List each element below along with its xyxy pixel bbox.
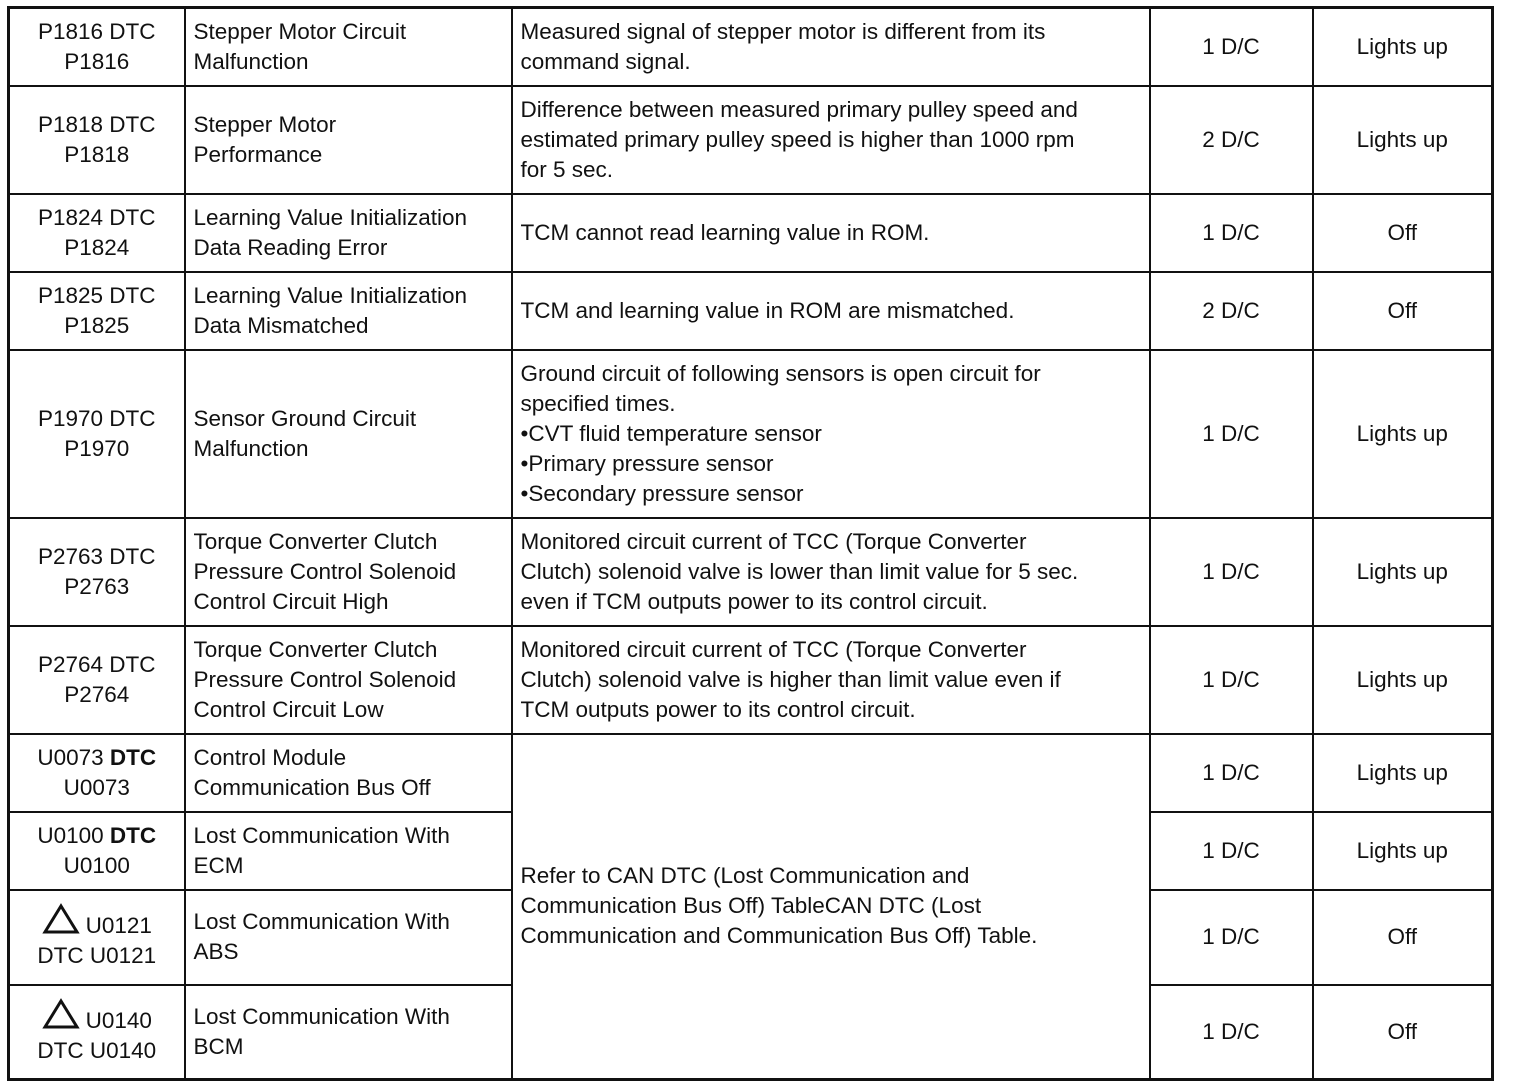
trip-cell: 1 D/C	[1150, 812, 1313, 890]
dtc-description-line: ABS	[193, 939, 239, 964]
detection-condition-cell	[512, 626, 1150, 734]
detection-condition-cell	[512, 194, 1150, 272]
dtc-description-line: Stepper Motor	[193, 111, 337, 137]
dtc-description-line: Pressure Control Solenoid	[193, 558, 457, 584]
dtc-description-line: ECM	[193, 852, 244, 878]
detection-condition-cell	[512, 350, 1150, 518]
dtc-code-short: P1818	[64, 141, 130, 167]
condition-line: Ground circuit of following sensors is open circuit for	[520, 360, 1041, 386]
dtc-code-short: P1825	[64, 312, 130, 338]
dtc-code: P1970 DTC	[37, 405, 156, 431]
trip-cell: 1 D/C	[1150, 350, 1313, 518]
dtc-code: P2763 DTC	[37, 543, 156, 569]
condition-line: TCM outputs power to its control circuit.	[520, 696, 916, 722]
dtc-code: U0140	[85, 1007, 152, 1033]
dtc-code-short: DTC U0121	[37, 943, 157, 968]
trip-cell: 2 D/C	[1150, 86, 1313, 194]
condition-line: for 5 sec.	[520, 156, 614, 182]
trip-cell: 1 D/C	[1150, 518, 1313, 626]
dtc-description-line: Data Mismatched	[193, 312, 369, 338]
condition-line: Clutch) solenoid valve is lower than limit value for 5 sec.	[520, 558, 1079, 584]
mil-status-cell: Lights up	[1313, 86, 1493, 194]
dtc-description-line: Pressure Control Solenoid	[193, 666, 457, 692]
dtc-label: DTC	[109, 822, 157, 848]
dtc-code-cell	[9, 518, 185, 626]
table-row	[9, 272, 1493, 350]
mil-status-cell: Lights up	[1313, 626, 1493, 734]
mil-status-cell: Lights up	[1313, 812, 1493, 890]
trip-cell: 1 D/C	[1150, 8, 1313, 86]
condition-line: Monitored circuit current of TCC (Torque Converter	[520, 528, 1027, 554]
condition-line: Communication and Communication Bus Off) Table.	[520, 923, 1038, 949]
dtc-description-line: Lost Communication With	[193, 822, 450, 848]
dtc-code-cell	[9, 86, 185, 194]
dtc-description-cell	[185, 985, 512, 1080]
condition-line: TCM and learning value in ROM are mismatched.	[520, 297, 1015, 323]
dtc-code-cell	[9, 734, 185, 812]
dtc-description-cell	[185, 350, 512, 518]
dtc-code: P2764 DTC	[37, 651, 156, 677]
dtc-code-cell	[9, 8, 185, 86]
trip-cell: 2 D/C	[1150, 272, 1313, 350]
warning-triangle-icon	[42, 903, 80, 935]
condition-line: Monitored circuit current of TCC (Torque Converter	[520, 636, 1027, 662]
dtc-code-cell	[9, 272, 185, 350]
table-row	[9, 626, 1493, 734]
mil-status-cell: Off	[1313, 194, 1493, 272]
dtc-code-cell	[9, 890, 185, 985]
dtc-code-short: U0100	[63, 852, 130, 878]
condition-line: even if TCM outputs power to its control circuit.	[520, 588, 988, 614]
dtc-code: P1816 DTC	[37, 18, 156, 44]
dtc-description-cell	[185, 86, 512, 194]
table-row	[9, 194, 1493, 272]
dtc-code-short: P1970	[64, 435, 130, 461]
dtc-code: P1818 DTC	[37, 111, 156, 137]
dtc-code-cell	[9, 985, 185, 1080]
trip-cell: 1 D/C	[1150, 985, 1313, 1080]
dtc-description-cell	[185, 734, 512, 812]
dtc-description-line: Lost Communication With	[193, 1003, 450, 1029]
dtc-code-short: P1824	[64, 234, 130, 260]
dtc-description-line: Control Module	[193, 744, 347, 770]
shared-condition-cell	[512, 734, 1150, 1080]
dtc-code-short: DTC U0140	[37, 1037, 157, 1063]
dtc-label: DTC	[109, 744, 157, 770]
dtc-description-line: Malfunction	[193, 48, 309, 74]
dtc-description-line: Lost Communication With	[193, 909, 450, 934]
dtc-description-line: Communication Bus Off	[193, 774, 431, 800]
dtc-code: U0073	[37, 744, 104, 770]
dtc-code-cell	[9, 350, 185, 518]
table-row	[9, 8, 1493, 86]
warning-triangle-icon	[42, 998, 80, 1030]
trip-cell: 1 D/C	[1150, 194, 1313, 272]
dtc-description-line: Stepper Motor Circuit	[193, 18, 407, 44]
mil-status-cell: Lights up	[1313, 734, 1493, 812]
condition-line: Communication Bus Off) TableCAN DTC (Lost	[520, 893, 982, 919]
dtc-code-short: P2764	[64, 681, 130, 707]
detection-condition-cell	[512, 86, 1150, 194]
condition-line: TCM cannot read learning value in ROM.	[520, 219, 930, 245]
trip-cell: 1 D/C	[1150, 734, 1313, 812]
condition-line: Clutch) solenoid valve is higher than limit value even if	[520, 666, 1061, 692]
dtc-description-cell	[185, 626, 512, 734]
detection-condition-cell	[512, 272, 1150, 350]
mil-status-cell: Off	[1313, 890, 1493, 985]
table-row	[9, 350, 1493, 518]
condition-bullet: •Primary pressure sensor	[520, 450, 774, 476]
dtc-description-line: Malfunction	[193, 435, 309, 461]
dtc-description-cell	[185, 8, 512, 86]
dtc-table	[7, 6, 1494, 1081]
mil-status-cell: Lights up	[1313, 350, 1493, 518]
dtc-description-line: Sensor Ground Circuit	[193, 405, 417, 431]
dtc-code-short: U0073	[63, 774, 130, 800]
dtc-code-cell	[9, 194, 185, 272]
table-row	[9, 734, 1493, 812]
dtc-description-cell	[185, 518, 512, 626]
mil-status-cell: Off	[1313, 272, 1493, 350]
dtc-code: P1825 DTC	[37, 282, 156, 308]
dtc-description-cell	[185, 890, 512, 985]
condition-line: estimated primary pulley speed is higher than 1000 rpm	[520, 126, 1075, 152]
dtc-code: U0121	[85, 913, 152, 938]
dtc-description-cell	[185, 194, 512, 272]
dtc-code-cell	[9, 812, 185, 890]
condition-bullet: •Secondary pressure sensor	[520, 480, 804, 506]
dtc-code: U0100	[37, 822, 104, 848]
dtc-description-line: Torque Converter Clutch	[193, 636, 438, 662]
dtc-description-cell	[185, 812, 512, 890]
dtc-description-line: Learning Value Initialization	[193, 204, 468, 230]
dtc-description-line: BCM	[193, 1033, 244, 1059]
dtc-code-cell	[9, 626, 185, 734]
mil-status-cell: Lights up	[1313, 8, 1493, 86]
dtc-description-line: Torque Converter Clutch	[193, 528, 438, 554]
condition-line: Measured signal of stepper motor is different from its	[520, 18, 1046, 44]
dtc-description-line: Performance	[193, 141, 323, 167]
dtc-description-line: Data Reading Error	[193, 234, 388, 260]
dtc-code-short: P1816	[64, 48, 130, 74]
dtc-code: P1824 DTC	[37, 204, 156, 230]
trip-cell: 1 D/C	[1150, 890, 1313, 985]
detection-condition-cell	[512, 8, 1150, 86]
dtc-description-line: Control Circuit Low	[193, 696, 384, 722]
dtc-description-cell	[185, 272, 512, 350]
condition-line: specified times.	[520, 390, 676, 416]
table-row	[9, 86, 1493, 194]
condition-line: Difference between measured primary pulley speed and	[520, 96, 1078, 122]
condition-line: command signal.	[520, 48, 691, 74]
mil-status-cell: Off	[1313, 985, 1493, 1080]
dtc-code-short: P2763	[64, 573, 130, 599]
detection-condition-cell	[512, 518, 1150, 626]
dtc-description-line: Control Circuit High	[193, 588, 389, 614]
condition-bullet: •CVT fluid temperature sensor	[520, 420, 822, 446]
condition-line: Refer to CAN DTC (Lost Communication and	[520, 863, 970, 889]
dtc-description-line: Learning Value Initialization	[193, 282, 468, 308]
mil-status-cell: Lights up	[1313, 518, 1493, 626]
table-row	[9, 518, 1493, 626]
trip-cell: 1 D/C	[1150, 626, 1313, 734]
